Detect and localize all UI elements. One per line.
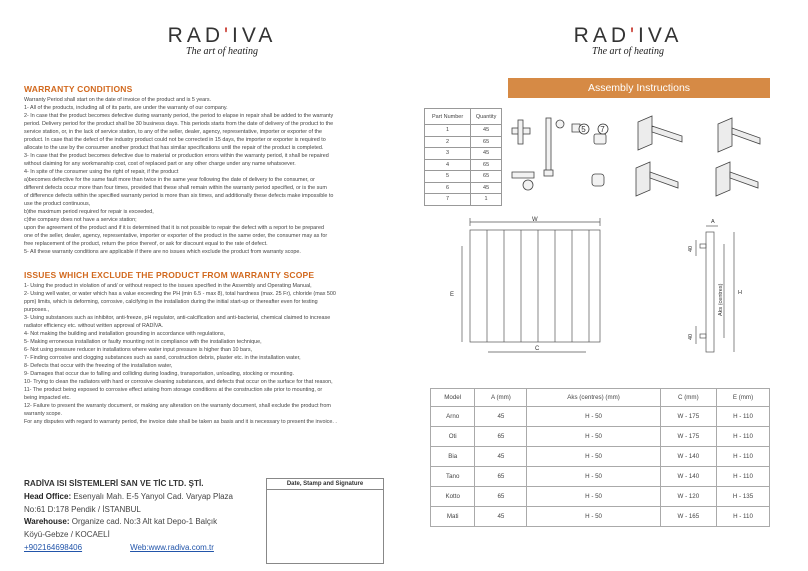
dim-w: W bbox=[532, 217, 538, 223]
model-cell: H - 50 bbox=[527, 407, 660, 427]
exclusions-line: warranty scope. bbox=[24, 411, 63, 417]
model-row bbox=[431, 427, 770, 447]
exclusions-line: 2- Using well water, or water which has a value exceeding the PH (min 6.5 - max 8), total hardness (max. 25 Fr), chloride (max 500 bbox=[24, 291, 336, 297]
brand-logo-left bbox=[162, 24, 282, 57]
dim-a: A bbox=[711, 219, 715, 225]
model-cell: W - 140 bbox=[660, 447, 716, 467]
model-row bbox=[431, 467, 770, 487]
warranty-line: product. In case that the defect of the industry product could not be corrected in 15 days, the importer or exporter is required to bbox=[24, 137, 326, 143]
parts-row bbox=[425, 194, 502, 206]
assembly-banner: Assembly Instructions bbox=[508, 78, 770, 98]
model-cell: 45 bbox=[475, 447, 527, 467]
company-name: RADİVA ISI SİSTEMLERİ SAN VE TİC LTD. ŞTİ. bbox=[24, 479, 204, 488]
dim-40-top: 40 bbox=[688, 245, 694, 252]
washer-shape bbox=[556, 120, 564, 128]
part-number-cell: 1 bbox=[425, 125, 471, 137]
quantity-cell: 45 bbox=[471, 148, 502, 160]
exclusions-line: purposes., bbox=[24, 307, 50, 313]
model-cell: H - 110 bbox=[717, 467, 770, 487]
parts-header-qty: Quantity bbox=[471, 109, 502, 125]
model-cell: W - 175 bbox=[660, 407, 716, 427]
part-number-cell: 7 bbox=[425, 194, 471, 206]
exclusions-section bbox=[24, 270, 386, 426]
model-cell: H - 110 bbox=[717, 427, 770, 447]
dim-h: H bbox=[738, 290, 742, 296]
callout-5: 5 bbox=[581, 125, 586, 134]
warranty-line: b)the maximum period required for repair is exceeded, bbox=[24, 209, 154, 215]
parts-row bbox=[425, 171, 502, 183]
parts-row bbox=[425, 136, 502, 148]
callout-7: 7 bbox=[600, 125, 605, 134]
warranty-text bbox=[24, 96, 386, 256]
quantity-cell: 65 bbox=[471, 171, 502, 183]
parts-row bbox=[425, 182, 502, 194]
head-office-line2: No:61 D:178 Pendik / İSTANBUL bbox=[24, 504, 141, 514]
warranty-line: one of the seller, dealer, agency, representative, importer or exporter of the product in the same order, the consumer may as for bbox=[24, 233, 328, 239]
warranty-line: different defects occur more than four times, provided that these shall remain within the warranty period specified, or is the sum bbox=[24, 185, 327, 191]
parts-row bbox=[425, 159, 502, 171]
exclusions-line: 1- Using the product in violation of and/ or without respect to the issues specified in the Assembly and Operating Manual, bbox=[24, 283, 312, 289]
exclusions-line: ppm) limits, which is deforming, corrosive, calcifying in the installation during the initial start-up or thereafter even for testing bbox=[24, 299, 318, 305]
model-cell: H - 50 bbox=[527, 447, 660, 467]
exclusions-line: 6- Not using pressure reducer in installations where water input pressure is higher than 10 bars, bbox=[24, 347, 253, 353]
model-cell: H - 110 bbox=[717, 447, 770, 467]
warranty-line: 1- All of the products, including all of its parts, are under the warranty of our company. bbox=[24, 105, 228, 111]
exclusions-line: 7- Finding corrosive and clogging substances such as sand, construction debris, plaster etc. in the installation water, bbox=[24, 355, 301, 361]
models-header-cell: E (mm) bbox=[717, 389, 770, 407]
exclusions-line: 8- Defects that occur with the freezing of the installation water, bbox=[24, 363, 173, 369]
phone-link[interactable]: +902164698406 bbox=[24, 542, 83, 552]
warehouse-line2: Köyü-Gebze / KOCAELİ bbox=[24, 530, 110, 540]
model-cell: 65 bbox=[475, 427, 527, 447]
warranty-line: upon the agreement of the product and if it is determined that it is not possible to repair the defect with a report to be prepared bbox=[24, 225, 324, 231]
quantity-cell: 45 bbox=[471, 125, 502, 137]
model-cell: W - 140 bbox=[660, 467, 716, 487]
logo-tagline: The art of heating bbox=[186, 46, 258, 57]
model-cell: H - 50 bbox=[527, 427, 660, 447]
dim-c: C bbox=[535, 346, 540, 352]
website-link[interactable]: Web:www.radiva.com.tr bbox=[130, 542, 214, 552]
warranty-section bbox=[24, 84, 386, 256]
parts-row bbox=[425, 125, 502, 137]
plug-shape bbox=[594, 134, 606, 144]
model-cell: W - 120 bbox=[660, 487, 716, 507]
dim-e: E bbox=[450, 292, 455, 298]
model-cell: Kotto bbox=[431, 487, 475, 507]
model-cell: Oti bbox=[431, 427, 475, 447]
exclusions-text bbox=[24, 282, 386, 426]
warranty-line: use the product continuous, bbox=[24, 201, 91, 207]
dim-40-bottom: 40 bbox=[688, 333, 694, 340]
models-header-cell: Model bbox=[431, 389, 475, 407]
warranty-line: without claiming for any workmanship cost, cost of replaced part or any other charge under any name whatsoever. bbox=[24, 161, 296, 167]
warranty-line: 2- In case that the product becomes defective during warranty period, the period to elapse in repair shall be added to the warranty bbox=[24, 113, 334, 119]
parts-table bbox=[424, 108, 502, 206]
logo-wordmark: RAD'IVA bbox=[167, 24, 277, 47]
model-row bbox=[431, 447, 770, 467]
radiator-side-view bbox=[688, 216, 748, 368]
left-column bbox=[24, 84, 386, 426]
warranty-title: WARRANTY CONDITIONS bbox=[24, 84, 133, 94]
hardware-parts-drawing bbox=[508, 110, 618, 205]
exclusions-line: 11- The product being exposed to corrosive effect arising from storage conditions at the construction site prior to mounting, or bbox=[24, 387, 323, 393]
model-cell: H - 110 bbox=[717, 407, 770, 427]
logo-tagline: The art of heating bbox=[592, 46, 664, 57]
model-cell: W - 165 bbox=[660, 507, 716, 527]
model-cell: H - 110 bbox=[717, 507, 770, 527]
warranty-line: period. Delivery period for the product shall be 30 business days. This periods starts from the date of delivery of the product to the bbox=[24, 121, 334, 127]
dim-aks: Aks (centres) bbox=[718, 283, 724, 316]
parts-header-part: Part Number bbox=[425, 109, 471, 125]
part-number-cell: 6 bbox=[425, 182, 471, 194]
exclusions-line: radiator efficiency etc. without written approval of RADİVA. bbox=[24, 323, 164, 329]
exclusions-line: being impacted etc. bbox=[24, 395, 71, 401]
stamp-box bbox=[266, 478, 384, 564]
models-header-cell: A (mm) bbox=[475, 389, 527, 407]
warehouse-line1: Warehouse: Organize cad. No:3 Alt kat Depo-1 Balçık bbox=[24, 517, 218, 527]
part-number-cell: 3 bbox=[425, 148, 471, 160]
quantity-cell: 65 bbox=[471, 136, 502, 148]
quantity-cell: 1 bbox=[471, 194, 502, 206]
warranty-line: 4- In spite of the consumer using the right of repair, if the product bbox=[24, 169, 179, 175]
warranty-line: free replacement of the product, return the price thereof, or ask for discount equal to the rate of defect. bbox=[24, 241, 268, 247]
warranty-line: Warranty Period shall start on the date of invoice of the product and is 5 years. bbox=[24, 97, 212, 103]
quantity-cell: 45 bbox=[471, 182, 502, 194]
model-cell: Tano bbox=[431, 467, 475, 487]
radiator-front-view bbox=[440, 216, 610, 364]
model-cell: 65 bbox=[475, 487, 527, 507]
bracket-installation-drawing bbox=[628, 112, 768, 207]
contact-links bbox=[24, 542, 264, 555]
models-table bbox=[430, 388, 770, 527]
warranty-line: 5- All these warranty conditions are applicable if there are no issues which exclude the product from warranty scope. bbox=[24, 249, 301, 255]
part-number-cell: 5 bbox=[425, 171, 471, 183]
exclusions-line: 3- Using substances such as inhibitor, anti-freeze, pH regulator, anti-calcification and anti-bacterial, chemical claimed to increase bbox=[24, 315, 331, 321]
models-header-cell: C (mm) bbox=[660, 389, 716, 407]
part-number-cell: 2 bbox=[425, 136, 471, 148]
exclusions-line: 12- Failure to present the warranty document, or making any alteration on the warranty document, shall exclude the product from bbox=[24, 403, 331, 409]
quantity-cell: 65 bbox=[471, 159, 502, 171]
model-cell: W - 175 bbox=[660, 427, 716, 447]
brand-logo-right bbox=[568, 24, 688, 57]
warranty-line: of difference defects within the specified warranty period is more than six times, and additionally these defects make impossible to bbox=[24, 193, 334, 199]
exclusions-line: For any disputes with regard to warranty period, the invoice date shall be taken as basis and it is necessary to present the invoice. . bbox=[24, 419, 337, 425]
exclusions-line: 10- Trying to clean the radiators with hard or corrosive cleaning substances, and defects that occur on the surface for that reason, bbox=[24, 379, 333, 385]
warranty-line: a)becomes defective for the same fault more than twice in the same year following the date of delivery to the consumer, or bbox=[24, 177, 315, 183]
model-row bbox=[431, 407, 770, 427]
company-info bbox=[24, 478, 264, 555]
model-row bbox=[431, 487, 770, 507]
head-office-line1: Head Office: Esenyalı Mah. E-5 Yanyol Cad. Varyap Plaza bbox=[24, 491, 233, 501]
warranty-line: 3- In case that the product becomes defective due to material or production errors within the warranty period, it shall be repaired bbox=[24, 153, 329, 159]
exclusions-title: ISSUES WHICH EXCLUDE THE PRODUCT FROM WARRANTY SCOPE bbox=[24, 270, 315, 280]
model-cell: H - 50 bbox=[527, 507, 660, 527]
model-cell: 45 bbox=[475, 407, 527, 427]
model-cell: Arno bbox=[431, 407, 475, 427]
model-cell: H - 50 bbox=[527, 467, 660, 487]
exclusions-line: 9- Damages that occur due to falling and colliding during loading, transportation, unloading, stocking or mounting. bbox=[24, 371, 294, 377]
logo-wordmark: RAD'IVA bbox=[573, 24, 683, 47]
warranty-line: service station, or, in the lack of service station, to any of the seller, dealer, agency, representative, importer or exporter of the bbox=[24, 129, 323, 135]
models-header-cell: Aks (centres) (mm) bbox=[527, 389, 660, 407]
model-cell: Bia bbox=[431, 447, 475, 467]
model-cell: Mati bbox=[431, 507, 475, 527]
exclusions-line: 4- Not making the building and installation grounding in accordance with regulations, bbox=[24, 331, 226, 337]
warranty-line: allocate to the use by the consumer another product that has similar specifications until the repair of the product is completed. bbox=[24, 145, 324, 151]
model-row bbox=[431, 507, 770, 527]
model-cell: 45 bbox=[475, 507, 527, 527]
parts-row bbox=[425, 148, 502, 160]
screw-shape bbox=[546, 118, 551, 172]
part-number-cell: 4 bbox=[425, 159, 471, 171]
model-cell: H - 135 bbox=[717, 487, 770, 507]
warranty-line: c)the company does not have a service station; bbox=[24, 217, 137, 223]
model-cell: 65 bbox=[475, 467, 527, 487]
model-cell: H - 50 bbox=[527, 487, 660, 507]
exclusions-line: 5- Making erroneous installation or faulty mounting not in compliance with the installation technique, bbox=[24, 339, 262, 345]
stamp-label: Date, Stamp and Signature bbox=[267, 479, 383, 490]
